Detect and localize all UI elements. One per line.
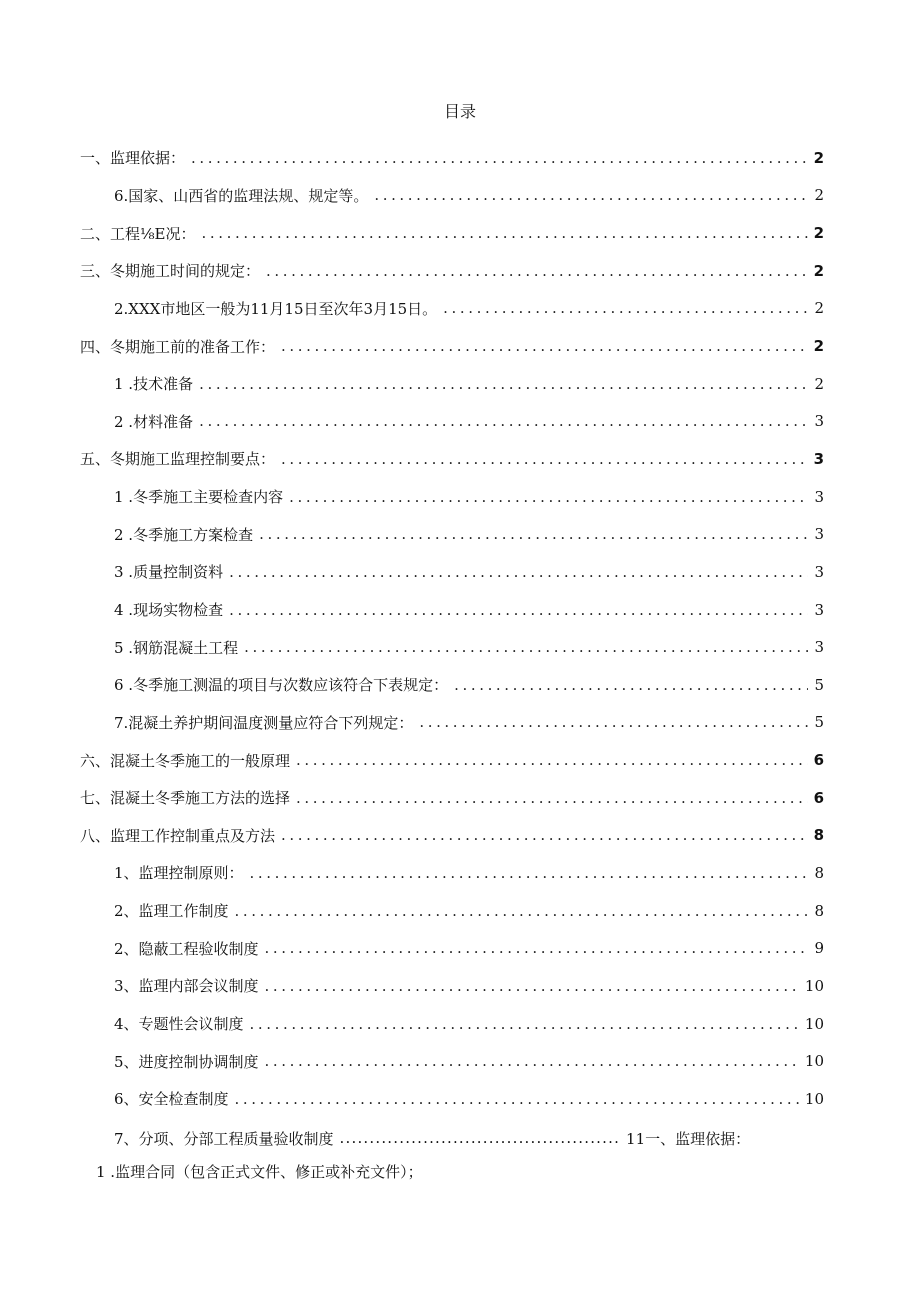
toc-entry-label: 5、进度控制协调制度 [114, 1052, 259, 1071]
toc-dot-leader [374, 185, 808, 205]
toc-dot-leader [199, 374, 808, 394]
toc-page-number: 10 [804, 1089, 824, 1108]
toc-entry-label: 1 .冬季施工主要检查内容 [114, 488, 284, 507]
toc-page-number: 3 [814, 487, 824, 506]
toc-dot-leader [296, 750, 808, 770]
toc-entry [80, 440, 824, 478]
toc-dot-leader [281, 336, 808, 356]
toc-entry [80, 177, 824, 215]
toc-dot-leader [265, 1051, 799, 1071]
toc-dot-leader [281, 449, 808, 469]
toc-page-number: 2 [813, 261, 824, 280]
toc-entry-label: 三、冬期施工时间的规定： [80, 262, 261, 281]
toc-entry-label: 四、冬期施工前的准备工作： [80, 337, 276, 356]
toc-dot-leader [454, 675, 808, 695]
toc-entry-label: 5 .钢筋混凝土工程 [114, 638, 239, 657]
toc-page-number: 9 [814, 939, 824, 958]
toc-entry [80, 628, 824, 666]
toc-dot-leader [443, 298, 808, 318]
toc-entry [80, 252, 824, 290]
toc-page-number: 8 [814, 901, 824, 920]
toc-entry-label: 2、隐蔽工程验收制度 [114, 939, 259, 958]
toc-entry-label: 4、专题性会议制度 [114, 1015, 244, 1034]
toc-page-number: 6 [813, 751, 824, 770]
toc-page-number: 3 [814, 562, 824, 581]
toc-dot-leader [244, 637, 808, 657]
toc-entry [80, 327, 824, 365]
toc-page-number: 8 [814, 863, 824, 882]
toc-dot-leader [296, 788, 808, 808]
toc-dot-leader [289, 487, 808, 507]
toc-entry [80, 854, 824, 892]
toc-entry [80, 365, 824, 403]
toc-entry [80, 666, 824, 704]
toc-entry [80, 515, 824, 553]
toc-entry-label: 4 .现场实物检查 [114, 601, 224, 619]
toc-entry-label: 6、安全检查制度 [114, 1090, 229, 1109]
toc-entry-label: 五、冬期施工监理控制要点： [80, 450, 276, 469]
toc-entry [80, 741, 824, 779]
toc-entry-label: 2 .冬季施工方案检查 [114, 525, 254, 544]
toc-dot-leader [235, 1089, 799, 1109]
toc-entry [80, 1005, 824, 1043]
toc-dot-leader [266, 261, 808, 281]
toc-dot-leader [250, 863, 808, 883]
toc-entry-label: 3 .质量控制资料 [114, 563, 224, 582]
toc-page-number: 6 [813, 788, 824, 807]
toc-dot-leader [419, 712, 808, 732]
toc-entry [80, 1080, 824, 1118]
toc-entry [80, 892, 824, 930]
toc-page-number: 10 [804, 976, 824, 995]
toc-page-number: 3 [814, 638, 824, 657]
toc-entry-label: 七、混凝土冬季施工方法的选择 [80, 789, 291, 808]
toc-dot-leader [235, 901, 808, 921]
toc-entry [80, 553, 824, 591]
toc-dot-leader [265, 976, 799, 996]
toc-dot-leader [229, 562, 808, 582]
toc-tail-page: 11一、监理依据： [626, 1129, 751, 1148]
toc-dot-leader [281, 825, 808, 845]
toc-page-number: 5 [814, 713, 824, 732]
toc-tail-entry [114, 1124, 750, 1152]
body-paragraph: 1 .监理合同（包含正式文件、修正或补充文件）； [96, 1163, 423, 1181]
toc-dot-leader [199, 411, 808, 431]
toc-page-number: 2 [814, 374, 824, 393]
toc-entry [80, 478, 824, 516]
toc-entry [80, 704, 824, 742]
toc-entry [80, 817, 824, 855]
toc-dot-leader [229, 600, 808, 620]
toc-tail-label: 7、分项、分部工程质量验收制度 [114, 1129, 334, 1148]
toc-entry [80, 591, 824, 629]
toc-page-number: 3 [814, 525, 824, 544]
toc-entry [80, 214, 824, 252]
toc-entry-label: 二、工程⅛E况： [80, 224, 196, 243]
toc-entry-label: 2 .材料准备 [114, 412, 194, 431]
toc-page-number: 3 [814, 600, 824, 619]
toc-entry-label: 6 .冬季施工测温的项目与次数应该符合下表规定： [114, 676, 449, 695]
toc-entry [80, 402, 824, 440]
toc-entry-label: 3、监理内部会议制度 [114, 977, 259, 996]
toc-page-number: 10 [804, 1052, 824, 1071]
toc-entry [80, 779, 824, 817]
toc-page-number: 2 [814, 186, 824, 205]
toc-dot-leader [250, 1014, 799, 1034]
table-of-contents [80, 139, 824, 1118]
toc-entry [80, 967, 824, 1005]
toc-page-number: 2 [813, 224, 824, 243]
toc-tail-leader [340, 1129, 621, 1147]
toc-entry-label: 2.XXX市地区一般为11月15日至次年3月15日。 [114, 299, 438, 318]
toc-entry-label: 6.国家、山西省的监理法规、规定等。 [114, 186, 369, 205]
toc-entry [80, 139, 824, 177]
toc-page-number: 3 [814, 412, 824, 431]
toc-page-number: 2 [814, 299, 824, 318]
toc-entry-label: 六、混凝土冬季施工的一般原理 [80, 751, 291, 770]
toc-entry-label: 7.混凝土养护期间温度测量应符合下列规定： [114, 713, 414, 732]
toc-entry-label: 2、监理工作制度 [114, 902, 229, 921]
toc-page-number: 2 [813, 337, 824, 356]
toc-page-number: 5 [814, 675, 824, 694]
toc-title: 目录 [443, 102, 476, 121]
toc-entry [80, 1042, 824, 1080]
toc-dot-leader [202, 223, 808, 243]
toc-entry [80, 929, 824, 967]
toc-page-number: 2 [813, 148, 824, 167]
toc-entry [80, 290, 824, 328]
toc-page-number: 10 [804, 1014, 824, 1033]
toc-dot-leader [259, 524, 808, 544]
toc-entry-label: 1 .技术准备 [114, 375, 194, 394]
toc-entry-label: 八、监理工作控制重点及方法 [80, 826, 276, 845]
toc-page-number: 3 [813, 449, 824, 468]
toc-page-number: 8 [813, 826, 824, 845]
toc-entry-label: 一、监理依据： [80, 149, 186, 168]
toc-dot-leader [265, 938, 808, 958]
toc-entry-label: 1、监理控制原则： [114, 864, 244, 883]
toc-dot-leader [191, 148, 808, 168]
